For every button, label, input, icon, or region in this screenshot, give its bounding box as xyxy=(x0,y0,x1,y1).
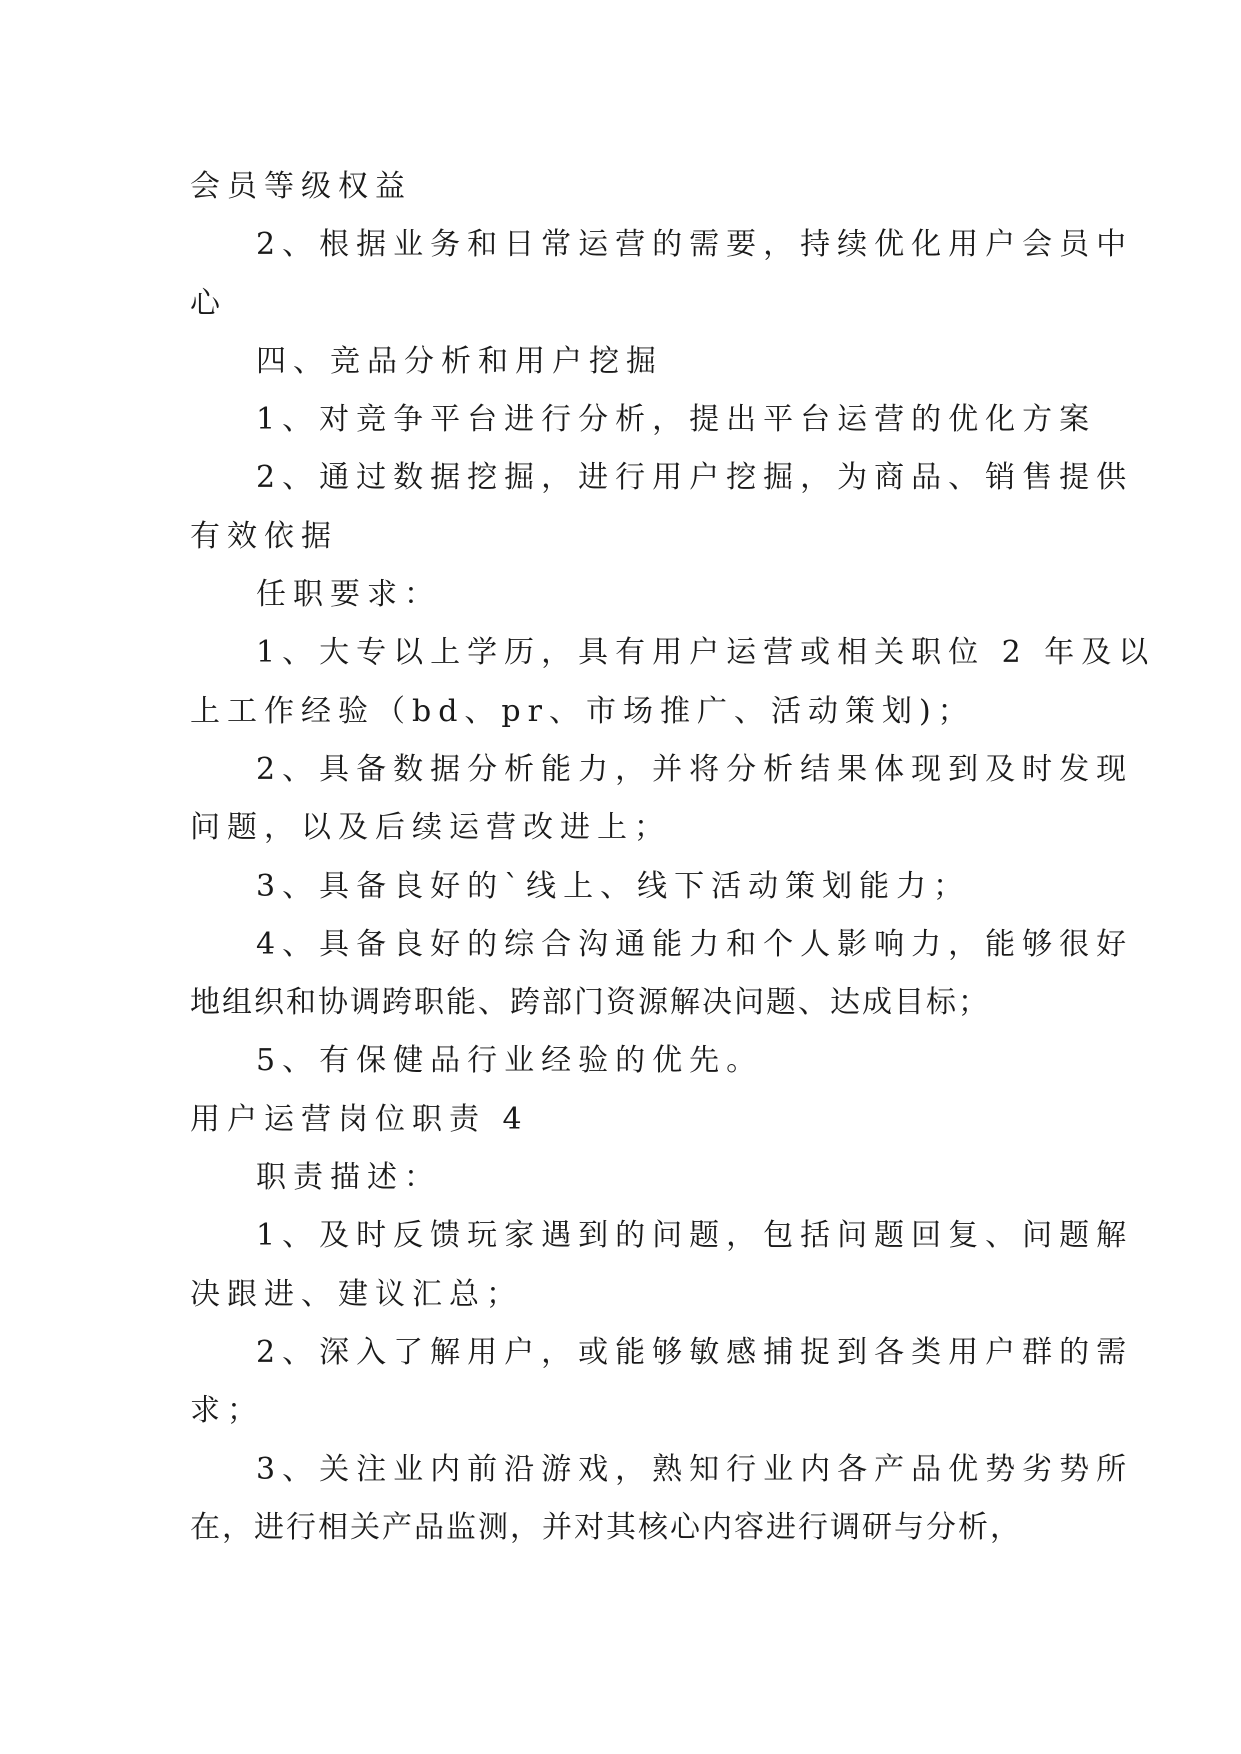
text-line: 决跟进、建议汇总； xyxy=(190,1276,523,1312)
text-line: 地组织和协调跨职能、跨部门资源解决问题、达成目标； xyxy=(190,985,990,1021)
text-line: 5、有保健品行业经验的优先。 xyxy=(256,1043,764,1079)
section-heading: 任职要求： xyxy=(256,577,441,613)
section-heading: 职责描述： xyxy=(256,1160,441,1196)
text-line: 2、根据业务和日常运营的需要，持续优化用户会员中 xyxy=(256,227,1134,263)
text-line: 有效依据 xyxy=(190,518,338,554)
text-line: 2、通过数据挖掘，进行用户挖掘，为商品、销售提供 xyxy=(256,460,1134,496)
text-line: 2、深入了解用户，或能够敏感捕捉到各类用户群的需 xyxy=(256,1334,1134,1370)
text-line: 在，进行相关产品监测，并对其核心内容进行调研与分析， xyxy=(190,1509,1022,1545)
text-line: 问题，以及后续运营改进上； xyxy=(190,810,671,846)
text-line: 心 xyxy=(190,285,227,321)
text-line: 上工作经验（bd、pr、市场推广、活动策划)； xyxy=(190,693,975,729)
section-title: 用户运营岗位职责 4 xyxy=(190,1101,529,1137)
text-line: 2、具备数据分析能力，并将分析结果体现到及时发现 xyxy=(256,751,1134,787)
document-body xyxy=(190,158,1156,1557)
text-line: 1、及时反馈玩家遇到的问题，包括问题回复、问题解 xyxy=(256,1218,1134,1254)
text-line: 3、具备良好的`线上、线下活动策划能力； xyxy=(256,868,971,904)
section-heading: 四、竞品分析和用户挖掘 xyxy=(256,343,663,379)
text-line: 4、具备良好的综合沟通能力和个人影响力，能够很好 xyxy=(256,926,1134,962)
text-line: 1、大专以上学历，具有用户运营或相关职位 2 年及以 xyxy=(256,635,1156,671)
text-line: 1、对竞争平台进行分析，提出平台运营的优化方案 xyxy=(256,402,1097,438)
text-line: 求； xyxy=(190,1393,264,1429)
text-line: 3、关注业内前沿游戏，熟知行业内各产品优势劣势所 xyxy=(256,1451,1134,1487)
text-line: 会员等级权益 xyxy=(190,169,412,204)
